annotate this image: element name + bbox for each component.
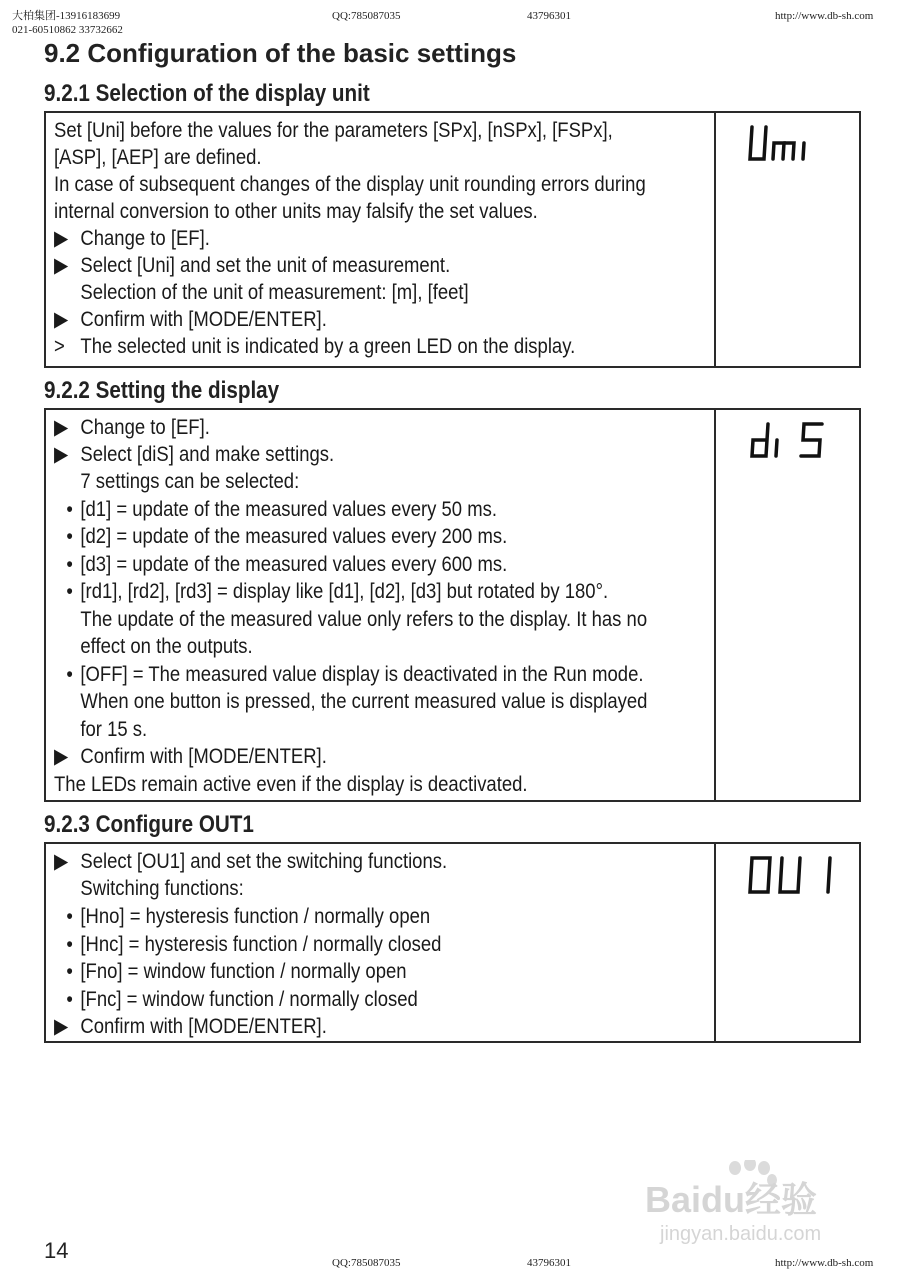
play-arrow-icon: ▶	[54, 254, 69, 277]
instruction-line: 7 settings can be selected:	[80, 470, 300, 493]
instruction-step: ▶ Confirm with [MODE/ENTER].	[54, 745, 327, 768]
instruction-line: Set [Uni] before the values for the parameters [SPx], [nSPx], [FSPx],	[54, 119, 613, 142]
header-number: 43796301	[527, 10, 571, 22]
instruction-result: > The selected unit is indicated by a green LED on the display.	[54, 335, 576, 358]
baidu-watermark	[640, 1160, 870, 1250]
bullet-item: • [Hno] = hysteresis function / normally open	[54, 903, 430, 930]
instruction-line: Switching functions:	[80, 877, 244, 900]
instruction-line: internal conversion to other units may falsify the set values.	[54, 200, 538, 223]
bullet-icon: •	[66, 498, 73, 521]
instructions	[46, 410, 716, 800]
instruction-step: ▶ Select [Uni] and set the unit of measurement.	[54, 254, 451, 277]
instructions	[46, 844, 716, 1041]
instruction-step: ▶ Change to [EF].	[54, 416, 210, 439]
instruction-note: The LEDs remain active even if the display is deactivated.	[54, 773, 528, 796]
bullet-icon: •	[66, 960, 73, 983]
instruction-step: ▶ Select [OU1] and set the switching functions.	[54, 850, 448, 873]
section-box-out1	[44, 842, 861, 1043]
instruction-step: ▶ Confirm with [MODE/ENTER].	[54, 308, 327, 331]
footer-number: 43796301	[527, 1257, 571, 1269]
section-box-display-settings	[44, 408, 861, 802]
bullet-item: • [Fno] = window function / normally open	[54, 958, 407, 985]
bullet-icon: •	[66, 553, 73, 576]
instruction-line: When one button is pressed, the current measured value is displayed	[80, 690, 648, 713]
header-url: http://www.db-sh.com	[775, 10, 874, 22]
page-title: 9.2 Configuration of the basic settings	[44, 38, 517, 68]
instructions	[46, 113, 716, 366]
play-arrow-icon: ▶	[54, 443, 69, 466]
header-phone: 021-60510862 33732662	[12, 24, 123, 36]
footer-url: http://www.db-sh.com	[775, 1257, 874, 1269]
bullet-icon: •	[66, 988, 73, 1011]
instruction-step: ▶ Select [diS] and make settings.	[54, 443, 335, 466]
header-company: 大柏集团-13916183699	[12, 10, 121, 22]
bullet-item: • [d1] = update of the measured values every 50 ms.	[54, 496, 497, 523]
play-arrow-icon: ▶	[54, 416, 69, 439]
display-code-uni	[716, 113, 859, 366]
display-code-ou1	[716, 844, 859, 1041]
watermark-url: jingyan.baidu.com	[660, 1223, 822, 1245]
paw-icon	[640, 1160, 870, 1250]
seven-segment-ou1	[746, 852, 841, 902]
seven-segment-uni	[746, 121, 826, 171]
bullet-icon: •	[66, 933, 73, 956]
play-arrow-icon: ▶	[54, 308, 69, 331]
play-arrow-icon: ▶	[54, 1015, 69, 1038]
section-box-display-unit	[44, 111, 861, 368]
section-heading: 9.2.2 Setting the display	[44, 377, 280, 404]
bullet-icon: •	[66, 580, 73, 603]
instruction-line: [ASP], [AEP] are defined.	[54, 146, 262, 169]
bullet-icon: •	[66, 663, 73, 686]
bullet-item: • [d2] = update of the measured values every 200 ms.	[54, 523, 507, 550]
seven-segment-dis	[746, 418, 836, 468]
bullet-item: • [Hnc] = hysteresis function / normally closed	[54, 931, 441, 958]
header-qq: QQ:785087035	[332, 10, 401, 22]
bullet-icon: •	[66, 905, 73, 928]
play-arrow-icon: ▶	[54, 745, 69, 768]
footer-qq: QQ:785087035	[332, 1257, 401, 1269]
instruction-line: effect on the outputs.	[80, 635, 253, 658]
instruction-line: for 15 s.	[80, 718, 148, 741]
play-arrow-icon: ▶	[54, 227, 69, 250]
instruction-step: ▶ Change to [EF].	[54, 227, 210, 250]
bullet-icon: •	[66, 525, 73, 548]
instruction-line: In case of subsequent changes of the display unit rounding errors during	[54, 173, 646, 196]
bullet-item: • [Fnc] = window function / normally closed	[54, 986, 418, 1013]
page-number: 14	[44, 1238, 69, 1263]
watermark-logo: Baidu经验	[645, 1179, 818, 1220]
bullet-item: • [OFF] = The measured value display is deactivated in the Run mode.	[54, 661, 643, 688]
instruction-step: ▶ Confirm with [MODE/ENTER].	[54, 1015, 327, 1038]
display-code-dis	[716, 410, 859, 800]
section-heading: 9.2.1 Selection of the display unit	[44, 80, 370, 107]
bullet-item: • [rd1], [rd2], [rd3] = display like [d1], [d2], [d3] but rotated by 180°.	[54, 578, 608, 605]
result-marker: >	[54, 335, 65, 358]
section-heading: 9.2.3 Configure OUT1	[44, 811, 254, 838]
play-arrow-icon: ▶	[54, 850, 69, 873]
instruction-line: The update of the measured value only refers to the display. It has no	[80, 608, 648, 631]
instruction-line: Selection of the unit of measurement: [m], [feet]	[80, 281, 469, 304]
bullet-item: • [d3] = update of the measured values every 600 ms.	[54, 551, 507, 578]
